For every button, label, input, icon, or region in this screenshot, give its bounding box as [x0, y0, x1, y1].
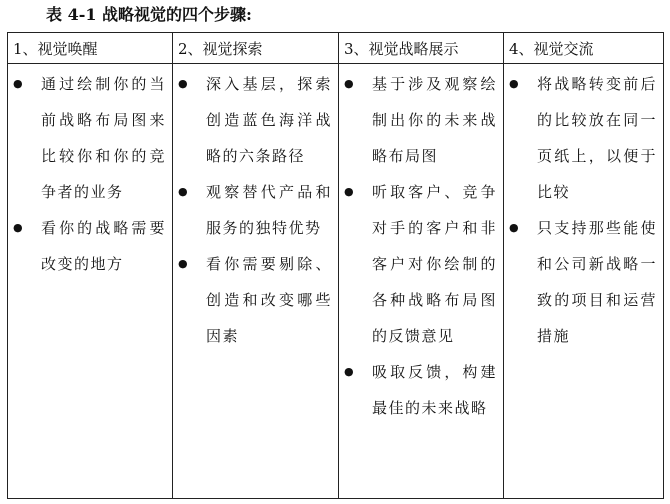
bullet-icon: ●: [509, 77, 519, 90]
list-item-text: 通过绘制你的当前战略布局图来比较你和你的竞争者的业务: [41, 75, 166, 201]
list-item-text: 深入基层，探索创造蓝色海洋战略的六条路径: [206, 75, 332, 165]
list-item: [8, 210, 172, 282]
bullet-icon: ●: [344, 185, 354, 198]
strategy-steps-table: [7, 32, 664, 499]
list-item-text: 看你的战略需要改变的地方: [41, 219, 166, 273]
list-item-text: 将战略转变前后的比较放在同一页纸上，以便于比较: [537, 75, 657, 201]
bullet-icon: ●: [13, 77, 23, 90]
bullet-icon: ●: [178, 185, 188, 198]
list-item-text: 只支持那些能使和公司新战略一致的项目和运营措施: [537, 219, 657, 345]
list-item: [173, 66, 338, 174]
cell-step-3: [339, 64, 504, 499]
bullet-list: [173, 66, 338, 354]
bullet-icon: ●: [13, 221, 23, 234]
bullet-list: [339, 66, 503, 426]
content-row: [8, 64, 664, 499]
list-item: [504, 210, 663, 354]
header-row: [8, 33, 664, 64]
list-item-text: 观察替代产品和服务的独特优势: [206, 183, 332, 237]
list-item: [173, 246, 338, 354]
header-step-3: 3、视觉战略展示: [339, 33, 504, 64]
list-item-text: 听取客户、竞争对手的客户和非客户对你绘制的各种战略布局图的反馈意见: [372, 183, 497, 345]
list-item-text: 基于涉及观察绘制出你的未来战略布局图: [372, 75, 497, 165]
bullet-icon: ●: [178, 257, 188, 270]
bullet-icon: ●: [509, 221, 519, 234]
list-item: [339, 66, 503, 174]
bullet-icon: ●: [344, 365, 354, 378]
bullet-icon: ●: [178, 77, 188, 90]
list-item-text: 吸取反馈，构建最佳的未来战略: [372, 363, 497, 417]
list-item-text: 看你需要剔除、创造和改变哪些因素: [206, 255, 332, 345]
table-caption: 表 4-1 战略视觉的四个步骤:: [46, 5, 252, 24]
header-step-1: 1、视觉唤醒: [8, 33, 173, 64]
header-step-2: 2、视觉探索: [173, 33, 339, 64]
header-step-4: 4、视觉交流: [504, 33, 664, 64]
list-item: [173, 174, 338, 246]
cell-step-1: [8, 64, 173, 499]
bullet-icon: ●: [344, 77, 354, 90]
cell-step-2: [173, 64, 339, 499]
list-item: [504, 66, 663, 210]
bullet-list: [504, 66, 663, 354]
list-item: [339, 354, 503, 426]
list-item: [339, 174, 503, 354]
bullet-list: [8, 66, 172, 282]
cell-step-4: [504, 64, 664, 499]
list-item: [8, 66, 172, 210]
